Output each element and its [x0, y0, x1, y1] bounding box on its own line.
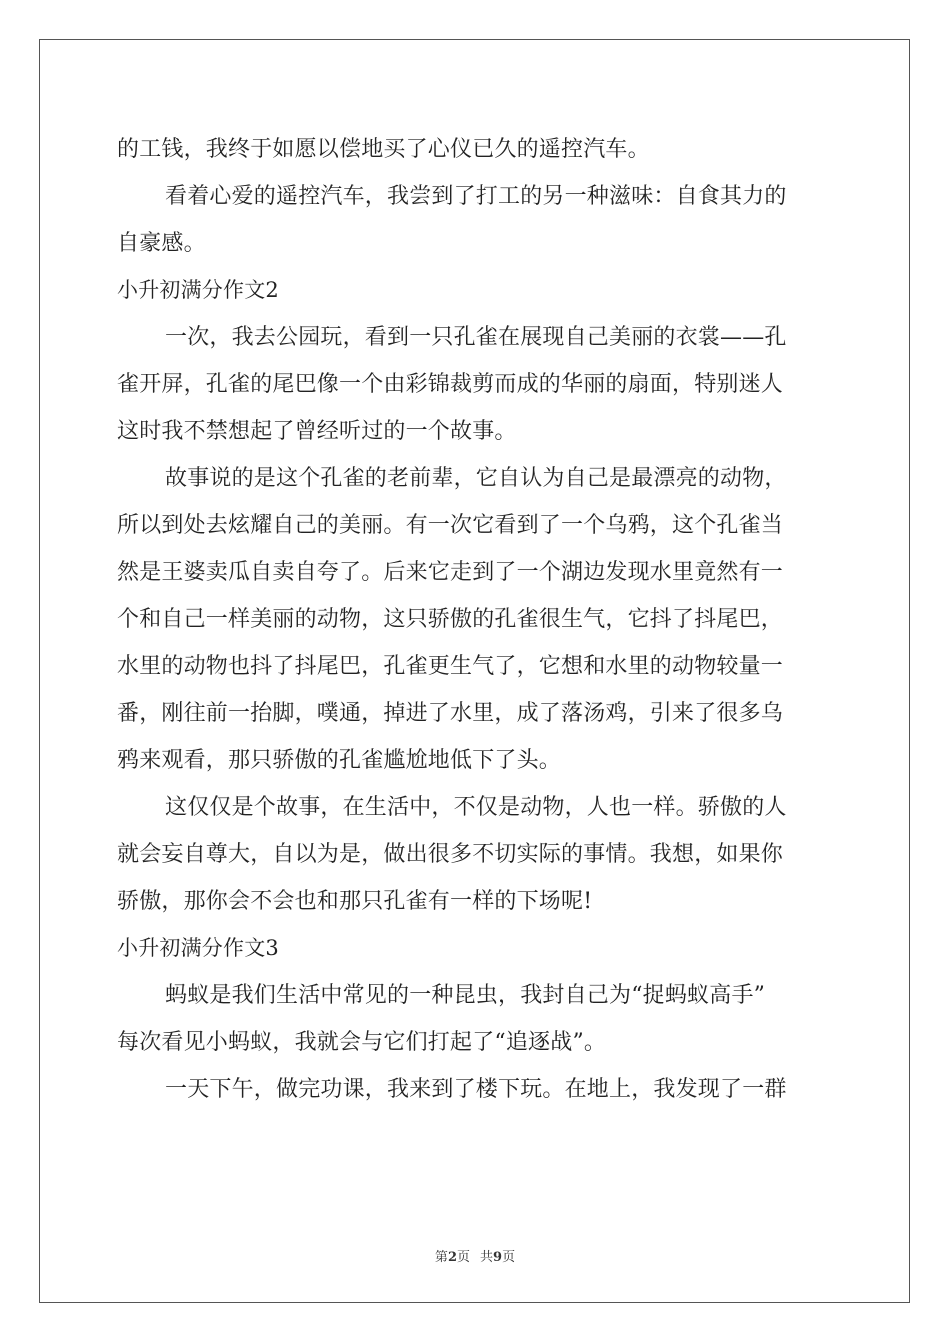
- page-number-prefix: 第: [434, 1250, 448, 1265]
- total-pages-suffix: 页: [502, 1250, 516, 1265]
- paragraph-start-line: 故事说的是这个孔雀的老前辈，它自认为自己是最漂亮的动物，: [165, 466, 787, 491]
- text-line: 的工钱，我终于如愿以偿地买了心仪已久的遥控汽车。: [117, 137, 650, 162]
- page-footer: [0, 1246, 950, 1265]
- text-line: 所以到处去炫耀自己的美丽。有一次它看到了一个乌鸦，这个孔雀当: [117, 513, 784, 538]
- section-heading: 小升初满分作文2: [117, 278, 279, 302]
- text-line: 这时我不禁想起了曾经听过的一个故事。: [117, 419, 517, 444]
- paragraph-start-line: 一天下午，做完功课，我来到了楼下玩。在地上，我发现了一群: [165, 1077, 787, 1102]
- text-line: 骄傲，那你会不会也和那只孔雀有一样的下场呢!: [117, 889, 593, 914]
- text-line: 然是王婆卖瓜自卖自夸了。后来它走到了一个湖边发现水里竟然有一: [117, 560, 784, 585]
- text-line: 个和自己一样美丽的动物，这只骄傲的孔雀很生气，它抖了抖尾巴，: [117, 607, 784, 632]
- current-page-number: 2: [447, 1250, 457, 1265]
- text-line: 就会妄自尊大，自以为是，做出很多不切实际的事情。我想，如果你: [117, 842, 784, 867]
- text-line: 每次看见小蚂蚁，我就会与它们打起了“追逐战”。: [117, 1030, 607, 1055]
- paragraph-start-line: 蚂蚁是我们生活中常见的一种昆虫，我封自己为“捉蚂蚁高手”: [165, 983, 766, 1008]
- text-line: 番，刚往前一抬脚，噗通，掉进了水里，成了落汤鸡，引来了很多乌: [117, 701, 784, 726]
- total-pages-prefix: 共: [480, 1250, 494, 1265]
- document-body: [117, 126, 837, 1113]
- text-line: 雀开屏，孔雀的尾巴像一个由彩锦裁剪而成的华丽的扇面，特别迷人: [117, 372, 784, 397]
- text-line: 鸦来观看，那只骄傲的孔雀尴尬地低下了头。: [117, 748, 562, 773]
- text-line: 自豪感。: [117, 231, 206, 256]
- paragraph-start-line: 一次，我去公园玩，看到一只孔雀在展现自己美丽的衣裳——孔: [165, 325, 787, 350]
- text-line: 水里的动物也抖了抖尾巴，孔雀更生气了，它想和水里的动物较量一: [117, 654, 784, 679]
- section-heading: 小升初满分作文3: [117, 936, 279, 960]
- paragraph-start-line: 看着心爱的遥控汽车，我尝到了打工的另一种滋味：自食其力的: [165, 184, 787, 209]
- total-page-count: 9: [493, 1250, 503, 1265]
- paragraph-start-line: 这仅仅是个故事，在生活中，不仅是动物，人也一样。骄傲的人: [165, 795, 787, 820]
- page-number-suffix: 页: [456, 1250, 470, 1265]
